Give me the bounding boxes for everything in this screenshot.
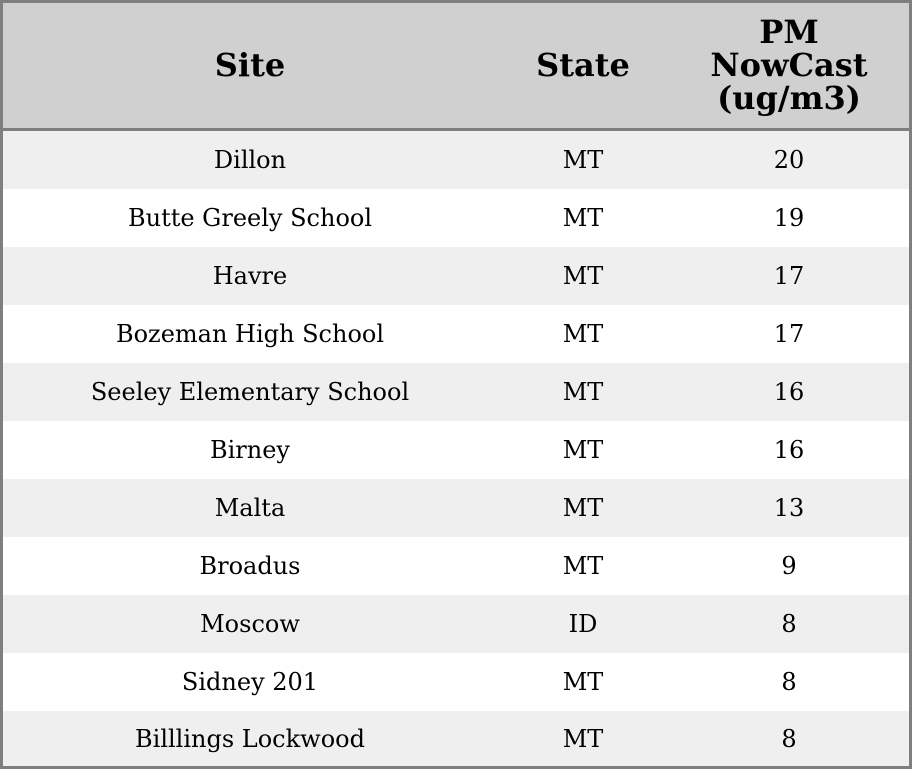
state-cell: MT	[497, 305, 669, 363]
state-cell: ID	[497, 595, 669, 653]
pm-cell: 8	[669, 595, 909, 653]
table-row	[3, 421, 909, 479]
state-cell: MT	[497, 247, 669, 305]
site-cell: Havre	[3, 247, 497, 305]
table-row	[3, 363, 909, 421]
table-row	[3, 479, 909, 537]
state-cell: MT	[497, 479, 669, 537]
header-pm-line-3: (ug/m3)	[717, 79, 861, 117]
header-site	[3, 3, 497, 130]
state-cell: MT	[497, 711, 669, 766]
table-row	[3, 653, 909, 711]
state-cell: MT	[497, 653, 669, 711]
header-row	[3, 3, 909, 130]
pm-cell: 9	[669, 537, 909, 595]
table-row	[3, 247, 909, 305]
table-row	[3, 595, 909, 653]
pm-cell: 8	[669, 653, 909, 711]
state-cell: MT	[497, 363, 669, 421]
site-cell: Billlings Lockwood	[3, 711, 497, 766]
site-cell: Birney	[3, 421, 497, 479]
table-row	[3, 305, 909, 363]
state-cell: MT	[497, 130, 669, 190]
site-cell: Bozeman High School	[3, 305, 497, 363]
header-pm-nowcast	[669, 3, 909, 130]
pm-cell: 20	[669, 130, 909, 190]
state-cell: MT	[497, 189, 669, 247]
site-cell: Dillon	[3, 130, 497, 190]
header-pm-line-2: NowCast	[710, 46, 868, 84]
site-cell: Butte Greely School	[3, 189, 497, 247]
state-cell: MT	[497, 537, 669, 595]
site-cell: Sidney 201	[3, 653, 497, 711]
site-cell: Seeley Elementary School	[3, 363, 497, 421]
pm-cell: 16	[669, 421, 909, 479]
pm-cell: 17	[669, 305, 909, 363]
pm-cell: 16	[669, 363, 909, 421]
site-cell: Malta	[3, 479, 497, 537]
pm-cell: 17	[669, 247, 909, 305]
header-state	[497, 3, 669, 130]
site-cell: Broadus	[3, 537, 497, 595]
data-table	[3, 3, 909, 766]
table-row	[3, 711, 909, 766]
table-row	[3, 537, 909, 595]
pm-cell: 13	[669, 479, 909, 537]
state-cell: MT	[497, 421, 669, 479]
pm-cell: 8	[669, 711, 909, 766]
pm-cell: 19	[669, 189, 909, 247]
header-site-label: Site	[214, 46, 286, 84]
header-pm-line-1: PM	[759, 13, 819, 51]
header-state-label: State	[536, 46, 630, 84]
site-cell: Moscow	[3, 595, 497, 653]
table-row	[3, 130, 909, 190]
table-row	[3, 189, 909, 247]
